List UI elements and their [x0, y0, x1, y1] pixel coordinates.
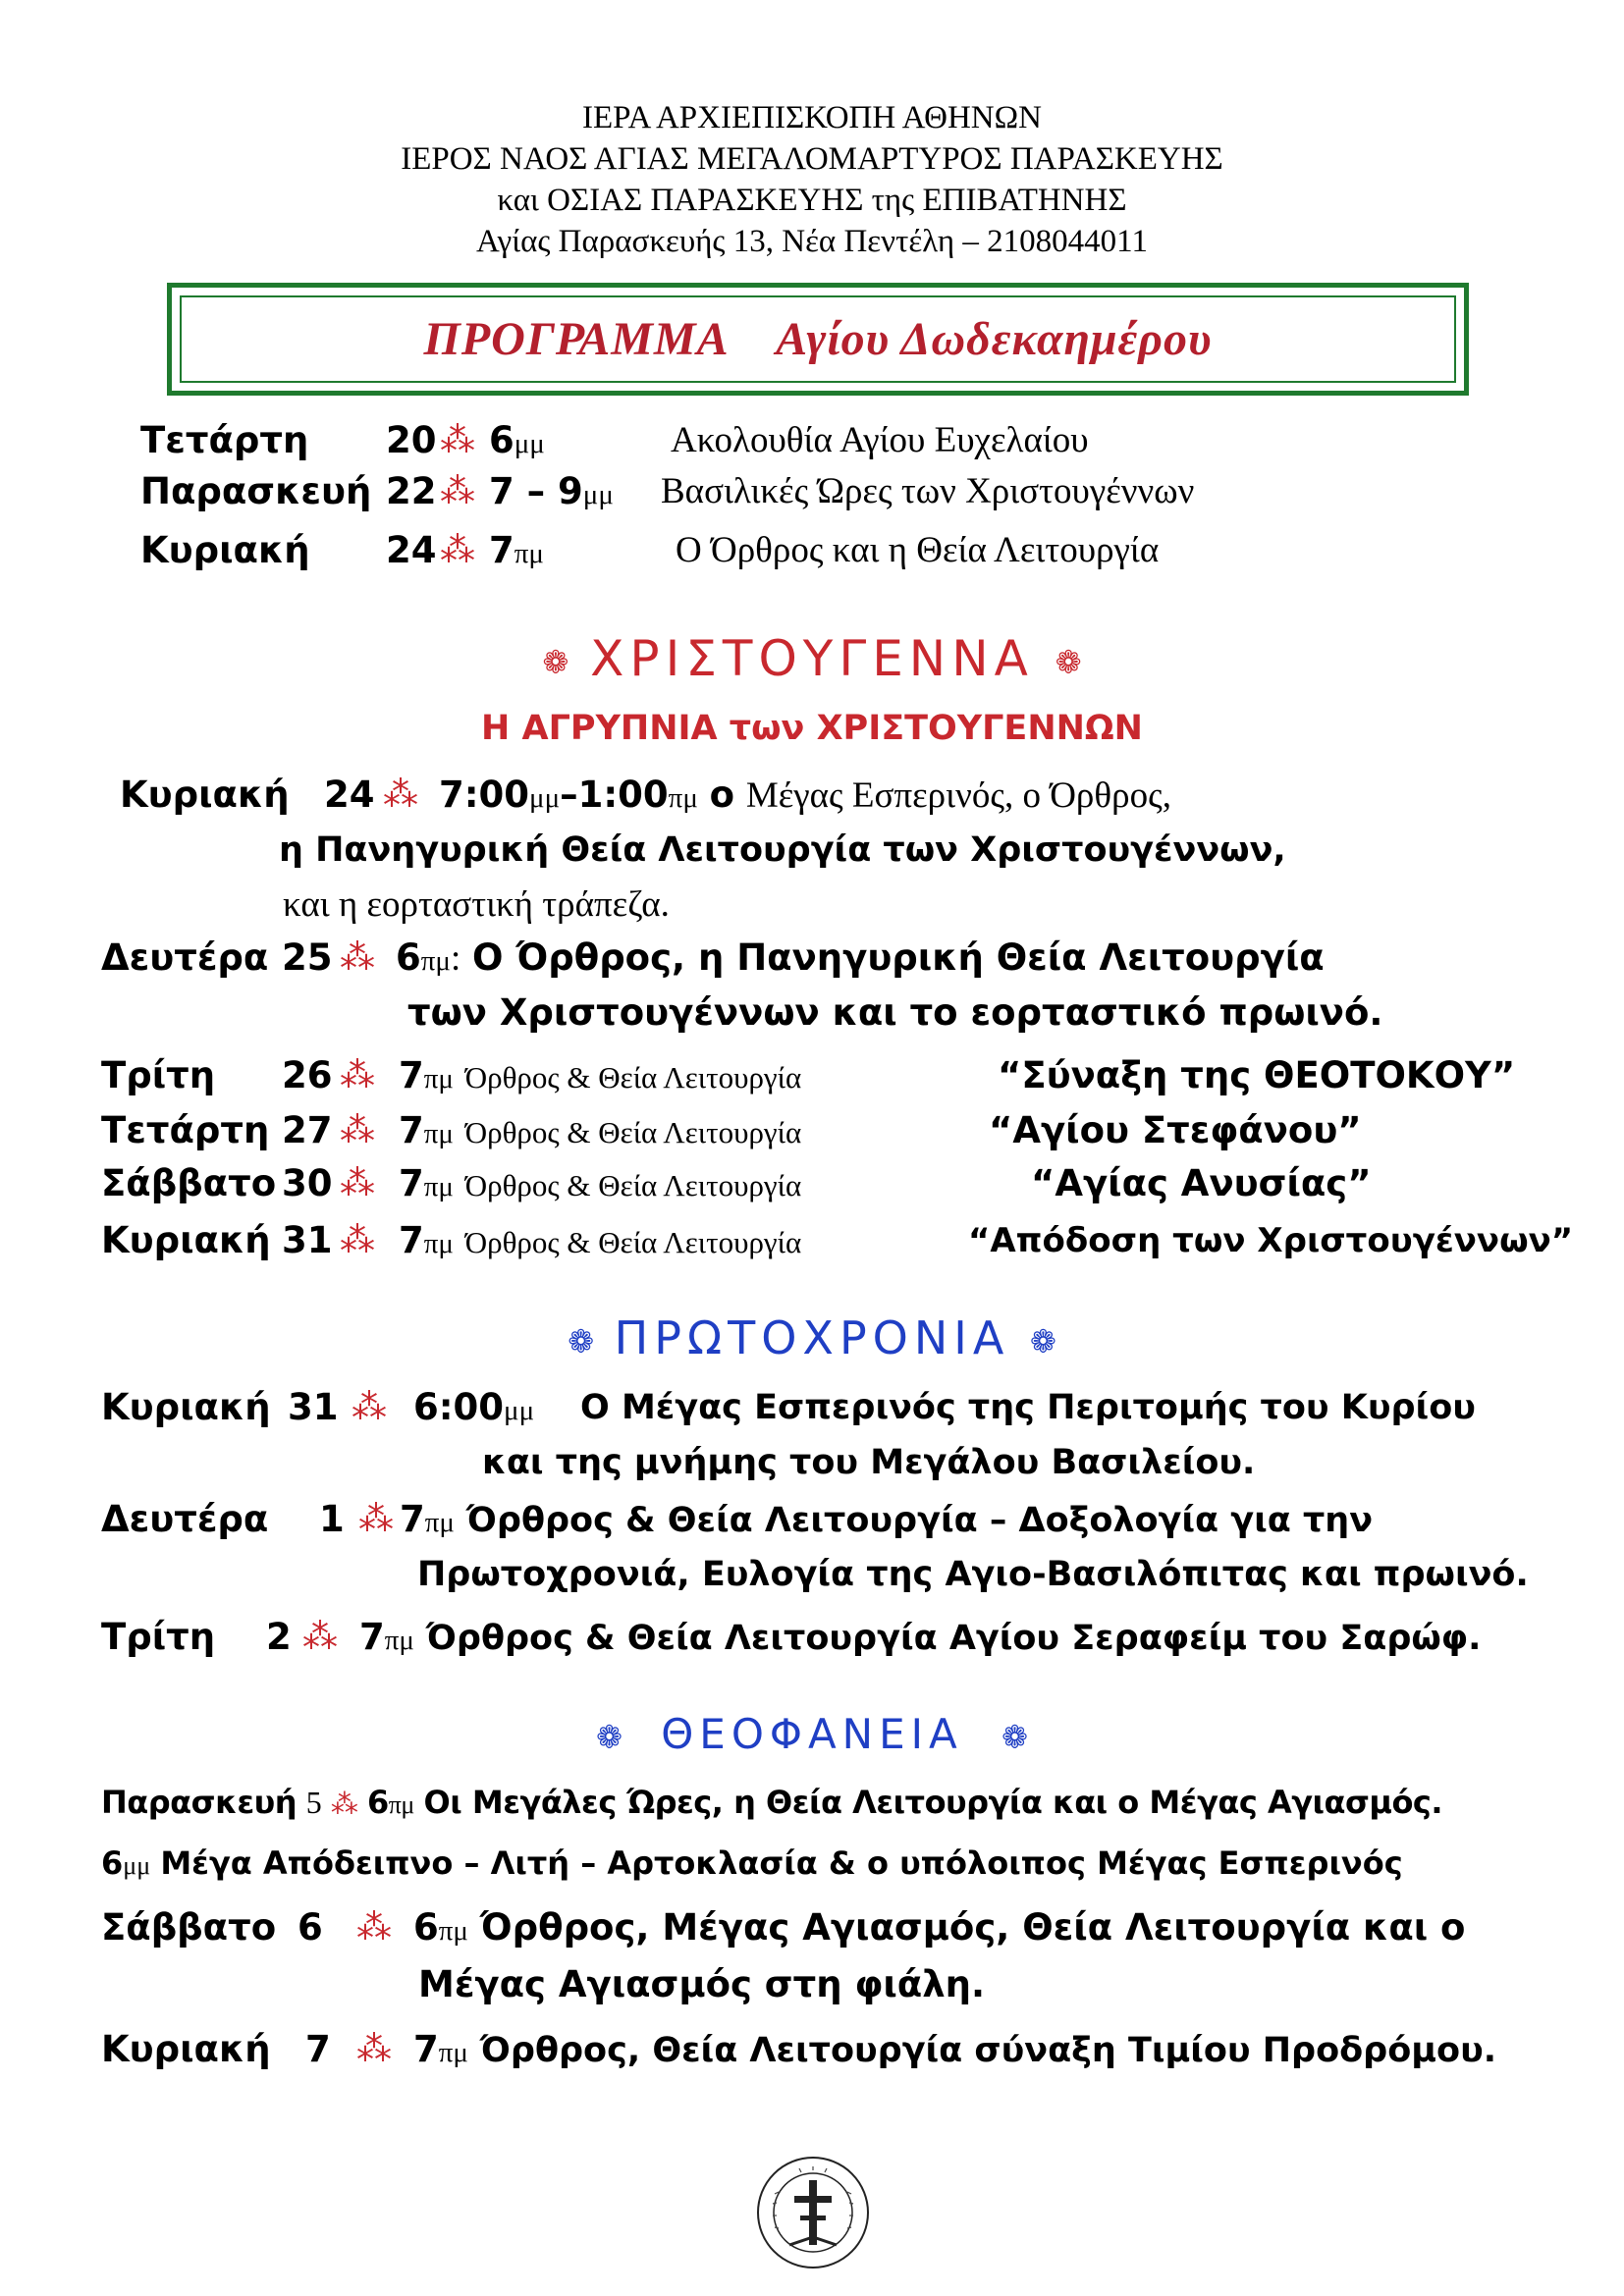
header-address: Αγίας Παρασκευής 13, Νέα Πεντέλη – 2108044011 — [476, 224, 1148, 259]
christmas-heading: ❁ ΧΡΙΣΤΟΥΓΕΝΝΑ ❁ — [542, 630, 1082, 687]
star-icon: ⁂ — [383, 774, 418, 815]
epiphany-row-2-line-2: Μέγας Αγιασμός στη φιάλη. — [418, 1963, 986, 2005]
schedule-row: Τρίτη 26 ⁂ 7πμ Όρθρος & Θεία Λειτουργία “Σύναξη της ΘΕΟΤΟΚΟΥ” — [101, 1052, 215, 1099]
header-line-3: και ΟΣΙΑΣ ΠΑΡΑΣΚΕΥΗΣ της ΕΠΙΒΑΤΗΝΗΣ — [497, 183, 1127, 218]
star-icon: ⁂ — [302, 1617, 338, 1657]
newyear-row-1: Κυριακή 31 ⁂ 6:00μμ Ο Μέγας Εσπερινός της Περιτομής του Κυρίου — [101, 1384, 271, 1431]
star-icon: ⁂ — [352, 1387, 387, 1427]
star-icon: ⁂ — [440, 420, 475, 460]
pre-row-3: Κυριακή 24 ⁂ 7πμ Ο Όρθρος και η Θεία Λειτουργία — [140, 527, 310, 574]
title-frame — [167, 283, 1469, 396]
newyear-row-1-line-2: και της μνήμης του Μεγάλου Βασιλείου. — [482, 1443, 1256, 1482]
flower-icon: ❁ — [568, 1322, 595, 1361]
christmas-subtitle: Η ΑΓΡΥΠΝΙΑ των ΧΡΙΣΤΟΥΓΕΝΝΩΝ — [481, 709, 1143, 748]
flower-icon: ❁ — [1001, 1718, 1028, 1756]
schedule-row: Σάββατο 30 ⁂ 7πμ Όρθρος & Θεία Λειτουργία “Αγίας Ανυσίας” — [101, 1160, 276, 1207]
vigil-line-2: η Πανηγυρική Θεία Λειτουργία των Χριστουγέννων, — [279, 830, 1286, 870]
newyear-row-2-line-2: Πρωτοχρονιά, Ευλογία της Αγιο-Βασιλόπιτας και πρωινό. — [417, 1555, 1529, 1594]
monday-25-row: Δευτέρα 25 ⁂ 6πμ: Ο Όρθρος, η Πανηγυρική Θεία Λειτουργία — [101, 934, 268, 982]
star-icon: ⁂ — [440, 471, 475, 511]
star-icon: ⁂ — [358, 1499, 394, 1539]
header-line-1: ΙΕΡΑ ΑΡΧΙΕΠΙΣΚΟΠΗ ΑΘΗΝΩΝ — [582, 100, 1042, 135]
flower-icon: ❁ — [596, 1718, 623, 1756]
epiphany-row-1: Παρασκευή 5 ⁂ 6πμ Οι Μεγάλες Ώρες, η Θεία Λειτουργία και ο Μέγας Αγιασμός. — [101, 1784, 1443, 1821]
star-icon: ⁂ — [440, 530, 475, 570]
star-icon: ⁂ — [340, 1163, 375, 1203]
star-icon: ⁂ — [356, 1907, 392, 1948]
star-icon: ⁂ — [340, 1110, 375, 1150]
star-icon: ⁂ — [330, 1788, 358, 1820]
pre-row-2: Παρασκευή 22 ⁂ 7 – 9μμ Βασιλικές Ώρες των Χριστουγέννων — [140, 468, 371, 515]
church-seal-icon — [755, 2155, 871, 2270]
epiphany-row-1b: 6μμ Μέγα Απόδειπνο – Λιτή – Αρτοκλασία & ο υπόλοιπος Μέγας Εσπερινός — [101, 1844, 1403, 1882]
epiphany-row-2: Σάββατο 6 ⁂ 6πμ Όρθρος, Μέγας Αγιασμός, Θεία Λειτουργία και ο — [101, 1904, 276, 1951]
star-icon: ⁂ — [340, 937, 375, 978]
schedule-row: Κυριακή 31 ⁂ 7πμ Όρθρος & Θεία Λειτουργία “Απόδοση των Χριστουγέννων” — [101, 1217, 271, 1264]
flower-icon: ❁ — [542, 643, 569, 681]
monday-25-line-2: των Χριστουγέννων και το εορταστικό πρωινό. — [407, 991, 1383, 1034]
star-icon: ⁂ — [340, 1220, 375, 1260]
star-icon: ⁂ — [356, 2029, 392, 2069]
epiphany-heading: ❁ ΘΕΟΦΑΝΕΙΑ ❁ — [596, 1710, 1028, 1758]
header-line-2: ΙΕΡΟΣ ΝΑΟΣ ΑΓΙΑΣ ΜΕΓΑΛΟΜΑΡΤΥΡΟΣ ΠΑΡΑΣΚΕΥΗΣ — [401, 141, 1223, 177]
vigil-line-3: και η εορταστική τράπεζα. — [283, 884, 670, 925]
vigil-row: Κυριακή 24 ⁂ 7:00μμ–1:00πμ ο Μέγας Εσπερινός, ο Όρθρος, — [120, 772, 290, 819]
star-icon: ⁂ — [340, 1055, 375, 1095]
newyear-row-3: Τρίτη 2 ⁂ 7πμ Όρθρος & Θεία Λειτουργία Αγίου Σεραφείμ του Σαρώφ. — [101, 1614, 215, 1661]
schedule-row: Τετάρτη 27 ⁂ 7πμ Όρθρος & Θεία Λειτουργία “Αγίου Στεφάνου” — [101, 1107, 269, 1154]
newyear-row-2: Δευτέρα 1 ⁂ 7πμ Όρθρος & Θεία Λειτουργία – Δοξολογία για την — [101, 1496, 268, 1543]
pre-row-1: Τετάρτη 20 ⁂ 6μμ Ακολουθία Αγίου Ευχελαίου — [140, 417, 308, 464]
flower-icon: ❁ — [1029, 1322, 1056, 1361]
flower-icon: ❁ — [1055, 643, 1082, 681]
newyear-heading: ❁ ΠΡΩΤΟΧΡΟΝΙΑ ❁ — [568, 1311, 1056, 1364]
epiphany-row-3: Κυριακή 7 ⁂ 7πμ Όρθρος, Θεία Λειτουργία σύναξη Τιμίου Προδρόμου. — [101, 2026, 271, 2073]
page-title: ΠΡΟΓΡΑΜΜΑ Αγίου Δωδεκαημέρου — [423, 313, 1213, 365]
